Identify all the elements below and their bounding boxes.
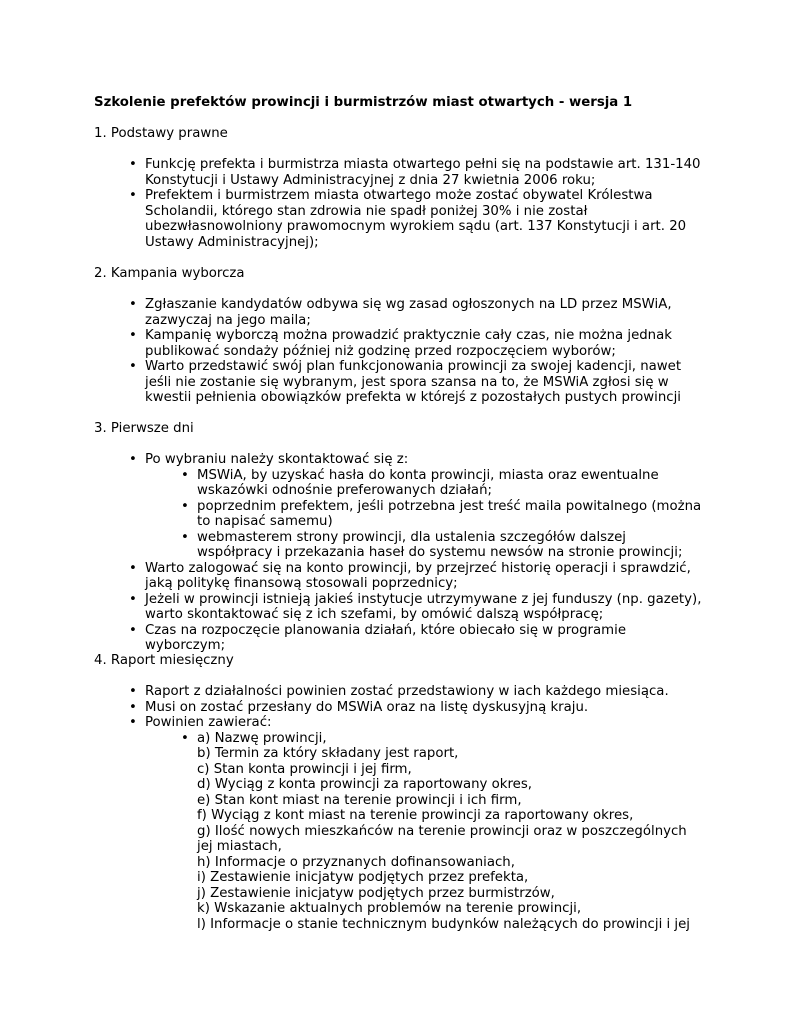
list-item — [129, 715, 705, 932]
list-item — [129, 328, 705, 359]
sublist-item-text: l) Informacje o stanie technicznym budynków należących do prowincji i jej — [197, 916, 690, 932]
sublist-item-text: j) Zestawienie inicjatyw podjętych przez burmistrzów, — [197, 885, 555, 901]
bullet-icon: • — [129, 188, 137, 203]
bullet-icon: • — [129, 560, 137, 576]
bullet-icon: • — [129, 684, 137, 699]
list-item — [129, 359, 705, 406]
list-item-text: Po wybraniu należy skontaktować się z: — [145, 452, 409, 467]
list-item — [129, 452, 705, 561]
sublist-item — [197, 746, 705, 762]
sublist-item — [197, 901, 705, 917]
sublist-item — [197, 917, 705, 933]
sublist-item-text: e) Stan kont miast na terenie prowincji i ich firm, — [197, 792, 522, 808]
list-item — [129, 699, 705, 716]
list-item — [129, 157, 705, 188]
sublist-item-text: MSWiA, by uzyskać hasła do konta prowincji, miasta oraz ewentualne wskazówki odnośnie preferowanych działań; — [197, 467, 659, 498]
section-heading-3: 3. Pierwsze dni — [94, 421, 194, 436]
bullet-icon: • — [129, 297, 137, 312]
section-3-sublist — [181, 467, 705, 561]
bullet-icon: • — [181, 498, 189, 514]
sublist-item-text: h) Informacje o przyznanych dofinansowaniach, — [197, 854, 515, 870]
list-item-text: Zgłaszanie kandydatów odbywa się wg zasad ogłoszonych na LD przez MSWiA, zazwyczaj na jego maila; — [145, 297, 672, 328]
list-item — [129, 188, 705, 250]
section-3-list — [129, 452, 705, 654]
list-item — [129, 622, 705, 654]
list-item-text: Warto zalogować się na konto prowincji, by przejrzeć historię operacji i sprawdzić, jaką politykę finansową stosowali poprzednicy; — [145, 560, 691, 591]
sublist-item — [197, 886, 705, 902]
sublist-item-text: b) Termin za który składany jest raport, — [197, 746, 459, 761]
sublist-item — [181, 467, 705, 499]
sublist-item-text: i) Zestawienie inicjatyw podjętych przez prefekta, — [197, 870, 529, 885]
bullet-icon: • — [129, 452, 137, 467]
list-item-text: Jeżeli w prowincji istnieją jakieś instytucje utrzymywane z jej funduszy (np. gazety), warto skontaktować się z ich szefami, by omówić dalszą współpracę; — [145, 591, 702, 622]
bullet-icon: • — [129, 715, 137, 730]
sublist-item — [197, 793, 705, 809]
list-item — [129, 297, 705, 328]
list-item-text: Warto przedstawić swój plan funkcjonowania prowincji za swojej kadencji, nawet jeśli nie zostanie się wybranym, jest spora szansa na to, że MSWiA zgłosi się w kwestii pełnienia obowiązków prefekta w którejś z pozostałych pustych prowincji — [145, 359, 682, 405]
bullet-icon: • — [129, 359, 137, 374]
list-item-text: Musi on zostać przesłany do MSWiA oraz na listę dyskusyjną kraju. — [145, 699, 589, 715]
sublist-item-text: poprzednim prefektem, jeśli potrzebna jest treść maila powitalnego (można to napisać samemu) — [197, 498, 702, 529]
section-heading-4: 4. Raport miesięczny — [94, 653, 234, 668]
sublist-item-text: g) Ilość nowych mieszkańców na terenie prowincji oraz w poszczególnych jej miastach, — [197, 823, 687, 854]
bullet-icon: • — [181, 529, 189, 545]
list-item-text: Prefektem i burmistrzem miasta otwartego może zostać obywatel Królestwa Scholandii, którego stan zdrowia nie spadł poniżej 30% i nie został ubezwłasnowolniony prawomocnym wyrokiem sądu (art. 137 Konstytucji i art. 20 Ustawy Administracyjnej); — [145, 188, 687, 250]
sublist-item-text: a) Nazwę prowincji, — [197, 730, 327, 746]
sublist-item — [197, 824, 705, 855]
sublist-item-text: c) Stan konta prowincji i jej firm, — [197, 761, 412, 777]
list-item-text: Powinien zawierać: — [145, 715, 272, 730]
bullet-icon: • — [129, 328, 137, 343]
sublist-item — [197, 762, 705, 778]
sublist-item — [181, 498, 705, 530]
sublist-item-text: webmasterem strony prowincji, dla ustalenia szczegółów dalszej współpracy i przekazania haseł do systemu newsów na stronie prowincji; — [197, 529, 683, 560]
bullet-icon: • — [129, 157, 137, 172]
section-4-list — [129, 684, 705, 932]
list-item-text: Funkcję prefekta i burmistrza miasta otwartego pełni się na podstawie art. 131-140 Konstytucji i Ustawy Administracyjnej z dnia 27 kwietnia 2006 roku; — [145, 157, 701, 188]
sublist-item-text: d) Wyciąg z konta prowincji za raportowany okres, — [197, 777, 532, 792]
section-heading-2: 2. Kampania wyborcza — [94, 266, 245, 281]
section-4-sublist — [181, 730, 705, 933]
sublist-item — [197, 777, 705, 793]
list-item — [129, 684, 705, 700]
section-2-list — [129, 297, 705, 406]
bullet-icon: • — [129, 699, 137, 715]
sublist-item — [197, 870, 705, 886]
bullet-icon: • — [181, 467, 189, 483]
list-item — [129, 591, 705, 623]
list-item-text: Kampanię wyborczą można prowadzić praktycznie cały czas, nie można jednak publikować sondaży później niż godzinę przed rozpoczęciem wyborów; — [145, 328, 672, 359]
bullet-icon: • — [129, 622, 137, 638]
list-item — [129, 560, 705, 592]
bullet-icon: • — [129, 591, 137, 607]
sublist-item — [181, 730, 705, 747]
sublist-item — [197, 855, 705, 871]
section-1-list — [129, 157, 705, 250]
sublist-item-text: k) Wskazanie aktualnych problemów na terenie prowincji, — [197, 901, 582, 916]
bullet-icon: • — [181, 730, 189, 746]
sublist-item — [181, 529, 705, 561]
list-item-text: Czas na rozpoczęcie planowania działań, które obiecało się w programie wyborczym; — [145, 622, 626, 653]
sublist-item — [197, 808, 705, 824]
document-title: Szkolenie prefektów prowincji i burmistrzów miast otwartych - wersja 1 — [94, 95, 633, 110]
section-heading-1: 1. Podstawy prawne — [94, 126, 228, 141]
sublist-item-text: f) Wyciąg z kont miast na terenie prowincji za raportowany okres, — [197, 808, 634, 823]
list-item-text: Raport z działalności powinien zostać przedstawiony w iach każdego miesiąca. — [145, 684, 669, 699]
